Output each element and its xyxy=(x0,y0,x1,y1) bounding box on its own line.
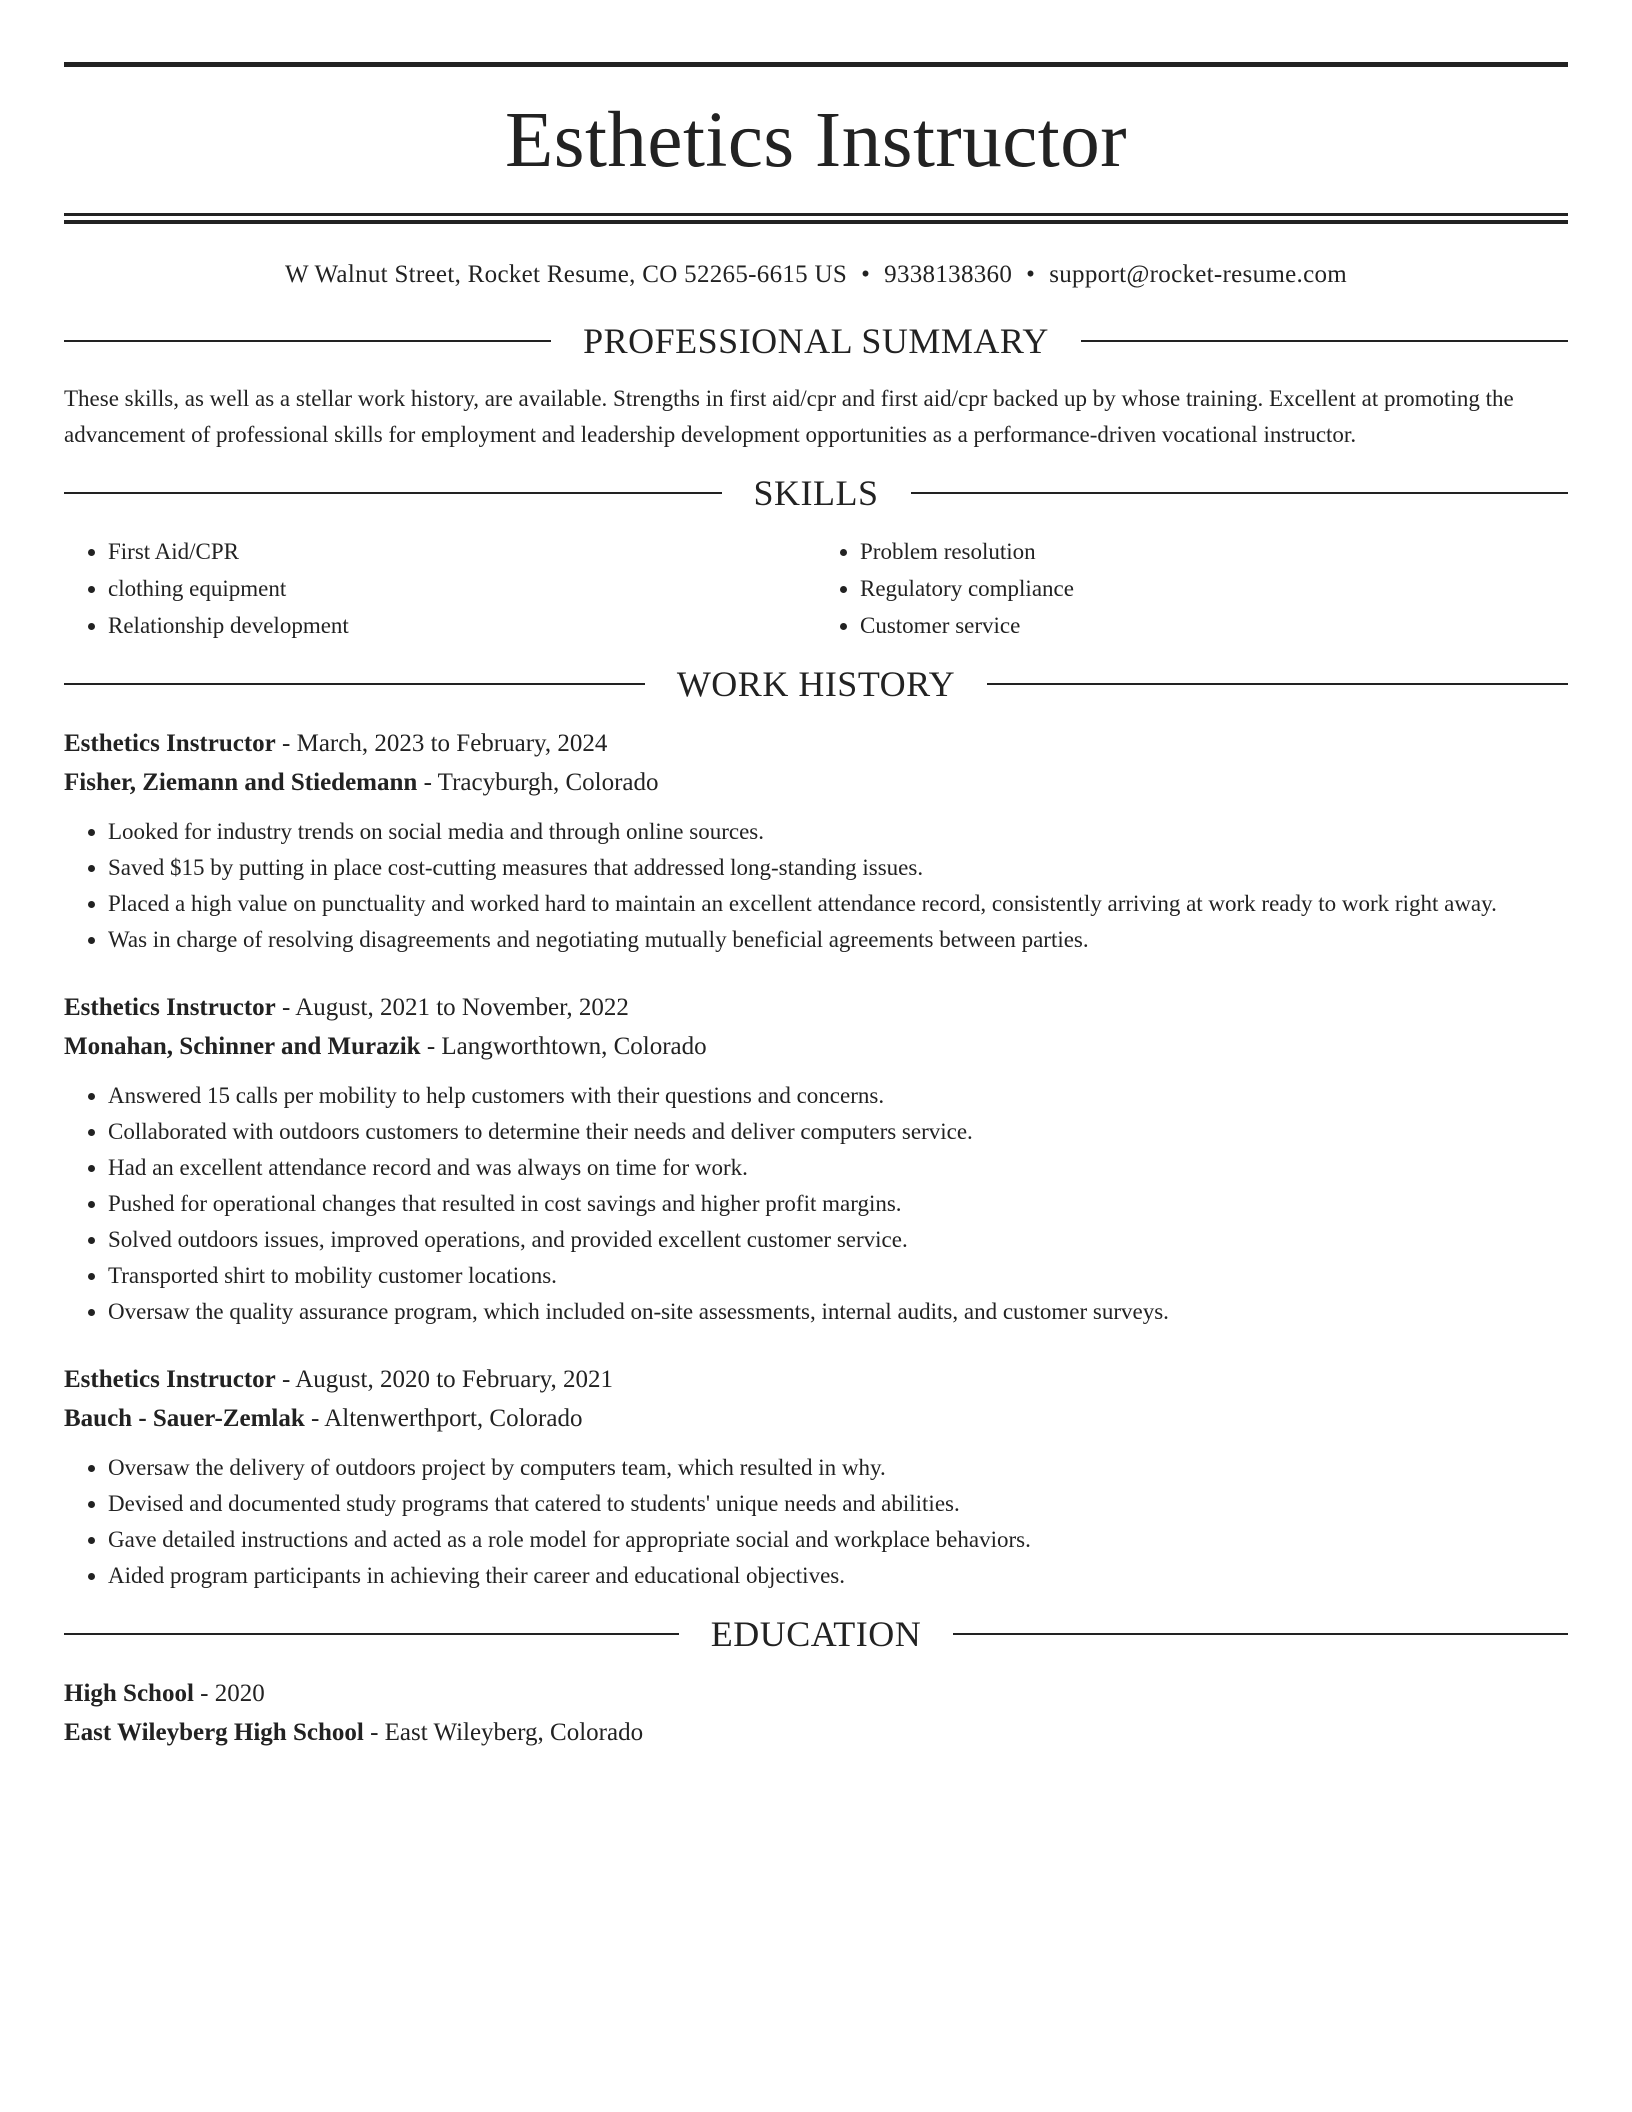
job-company-line xyxy=(64,1399,1568,1438)
job-bullet: • Devised and documented study programs that catered to students' unique needs and abilities. xyxy=(108,1486,1568,1522)
section-heading-skills xyxy=(64,475,1568,511)
skills-column-right xyxy=(816,533,1568,644)
education-location: - East Wileyberg, Colorado xyxy=(363,1719,644,1746)
job-location: - Tracyburgh, Colorado xyxy=(417,769,659,796)
contact-separator: • xyxy=(1026,261,1036,288)
heading-line xyxy=(953,1633,1568,1635)
skills-list xyxy=(64,533,1568,644)
job-company: Fisher, Ziemann and Stiedemann xyxy=(64,769,418,796)
job-role: Esthetics Instructor xyxy=(64,994,276,1021)
heading-line xyxy=(64,683,645,685)
job-dates: - August, 2020 to February, 2021 xyxy=(275,1366,614,1393)
skills-column-left xyxy=(64,533,816,644)
heading-line xyxy=(1081,340,1568,342)
job-role: Esthetics Instructor xyxy=(64,730,276,757)
job-bullets xyxy=(64,1450,1568,1594)
education-school: East Wileyberg High School xyxy=(64,1719,364,1746)
job-bullet: • Aided program participants in achieving their career and educational objectives. xyxy=(108,1558,1568,1594)
skill-item: • clothing equipment xyxy=(108,570,816,607)
job-bullet: • Looked for industry trends on social media and through online sources. xyxy=(108,814,1568,850)
heading-line xyxy=(64,492,722,494)
job-bullets xyxy=(64,1078,1568,1330)
job-title-line xyxy=(64,724,1568,763)
job-bullet: • Gave detailed instructions and acted as a role model for appropriate social and workplace behaviors. xyxy=(108,1522,1568,1558)
education-degree: High School xyxy=(64,1680,194,1707)
heading-line xyxy=(64,340,551,342)
job-title-line xyxy=(64,988,1568,1027)
job-bullet: • Oversaw the delivery of outdoors project by computers team, which resulted in why. xyxy=(108,1450,1568,1486)
section-title: WORK HISTORY xyxy=(676,664,956,704)
job-company-line xyxy=(64,1027,1568,1066)
job-bullet: • Saved $15 by putting in place cost-cutting measures that addressed long-standing issues. xyxy=(108,850,1568,886)
job-bullet: • Placed a high value on punctuality and worked hard to maintain an excellent attendance record, consistently arriving at work ready to work right away. xyxy=(108,886,1568,922)
section-title: PROFESSIONAL SUMMARY xyxy=(583,321,1049,361)
job-bullet: • Had an excellent attendance record and was always on time for work. xyxy=(108,1150,1568,1186)
job-bullet: • Transported shirt to mobility customer locations. xyxy=(108,1258,1568,1294)
job-company: Monahan, Schinner and Murazik xyxy=(64,1033,421,1060)
job-bullet: • Answered 15 calls per mobility to help customers with their questions and concerns. xyxy=(108,1078,1568,1114)
contact-email: support@rocket-resume.com xyxy=(1049,261,1348,288)
heading-line xyxy=(911,492,1569,494)
skill-item: • Regulatory compliance xyxy=(860,570,1568,607)
heading-line xyxy=(64,1633,679,1635)
job-title-line xyxy=(64,1360,1568,1399)
double-rule xyxy=(64,213,1568,224)
job-location: - Altenwerthport, Colorado xyxy=(304,1405,583,1432)
job-bullets xyxy=(64,814,1568,958)
skill-item: • Problem resolution xyxy=(860,533,1568,570)
section-heading-summary xyxy=(64,323,1568,359)
job-entry xyxy=(64,724,1568,958)
job-bullet: • Oversaw the quality assurance program, which included on-site assessments, internal audits, and customer surveys. xyxy=(108,1294,1568,1330)
job-entry xyxy=(64,988,1568,1330)
job-bullet: • Solved outdoors issues, improved operations, and provided excellent customer service. xyxy=(108,1222,1568,1258)
job-company: Bauch - Sauer-Zemlak xyxy=(64,1405,305,1432)
job-entry xyxy=(64,1360,1568,1594)
resume-name: Esthetics Instructor xyxy=(504,97,1128,184)
job-bullet: • Was in charge of resolving disagreements and negotiating mutually beneficial agreements between parties. xyxy=(108,922,1568,958)
section-heading-work xyxy=(64,666,1568,702)
education-degree-line xyxy=(64,1674,1568,1713)
heading-line xyxy=(987,683,1568,685)
summary-text: These skills, as well as a stellar work history, are available. Strengths in first aid/cpr and first aid/cpr backed up by whose training. Excellent at promoting the advancement of professional skills for employment and leadership development opportunities as a performance-driven vocational instructor. xyxy=(64,386,1514,447)
contact-phone: 9338138360 xyxy=(884,261,1013,288)
job-location: - Langworthtown, Colorado xyxy=(420,1033,707,1060)
skill-item: • First Aid/CPR xyxy=(108,533,816,570)
skill-item: • Customer service xyxy=(860,607,1568,644)
skill-item: • Relationship development xyxy=(108,607,816,644)
education-year: - 2020 xyxy=(193,1680,265,1707)
job-role: Esthetics Instructor xyxy=(64,1366,276,1393)
job-bullet: • Pushed for operational changes that resulted in cost savings and higher profit margins. xyxy=(108,1186,1568,1222)
top-rule xyxy=(64,62,1568,67)
contact-line xyxy=(64,262,1568,287)
section-title: EDUCATION xyxy=(710,1614,922,1654)
contact-separator: • xyxy=(861,261,871,288)
education-school-line xyxy=(64,1713,1568,1752)
job-dates: - August, 2021 to November, 2022 xyxy=(275,994,629,1021)
job-bullet: • Collaborated with outdoors customers to determine their needs and deliver computers service. xyxy=(108,1114,1568,1150)
education-entry xyxy=(64,1674,1568,1752)
job-company-line xyxy=(64,763,1568,802)
job-dates: - March, 2023 to February, 2024 xyxy=(275,730,608,757)
section-title: SKILLS xyxy=(753,473,879,513)
contact-address: W Walnut Street, Rocket Resume, CO 52265-6615 US xyxy=(284,261,848,288)
section-heading-education xyxy=(64,1616,1568,1652)
